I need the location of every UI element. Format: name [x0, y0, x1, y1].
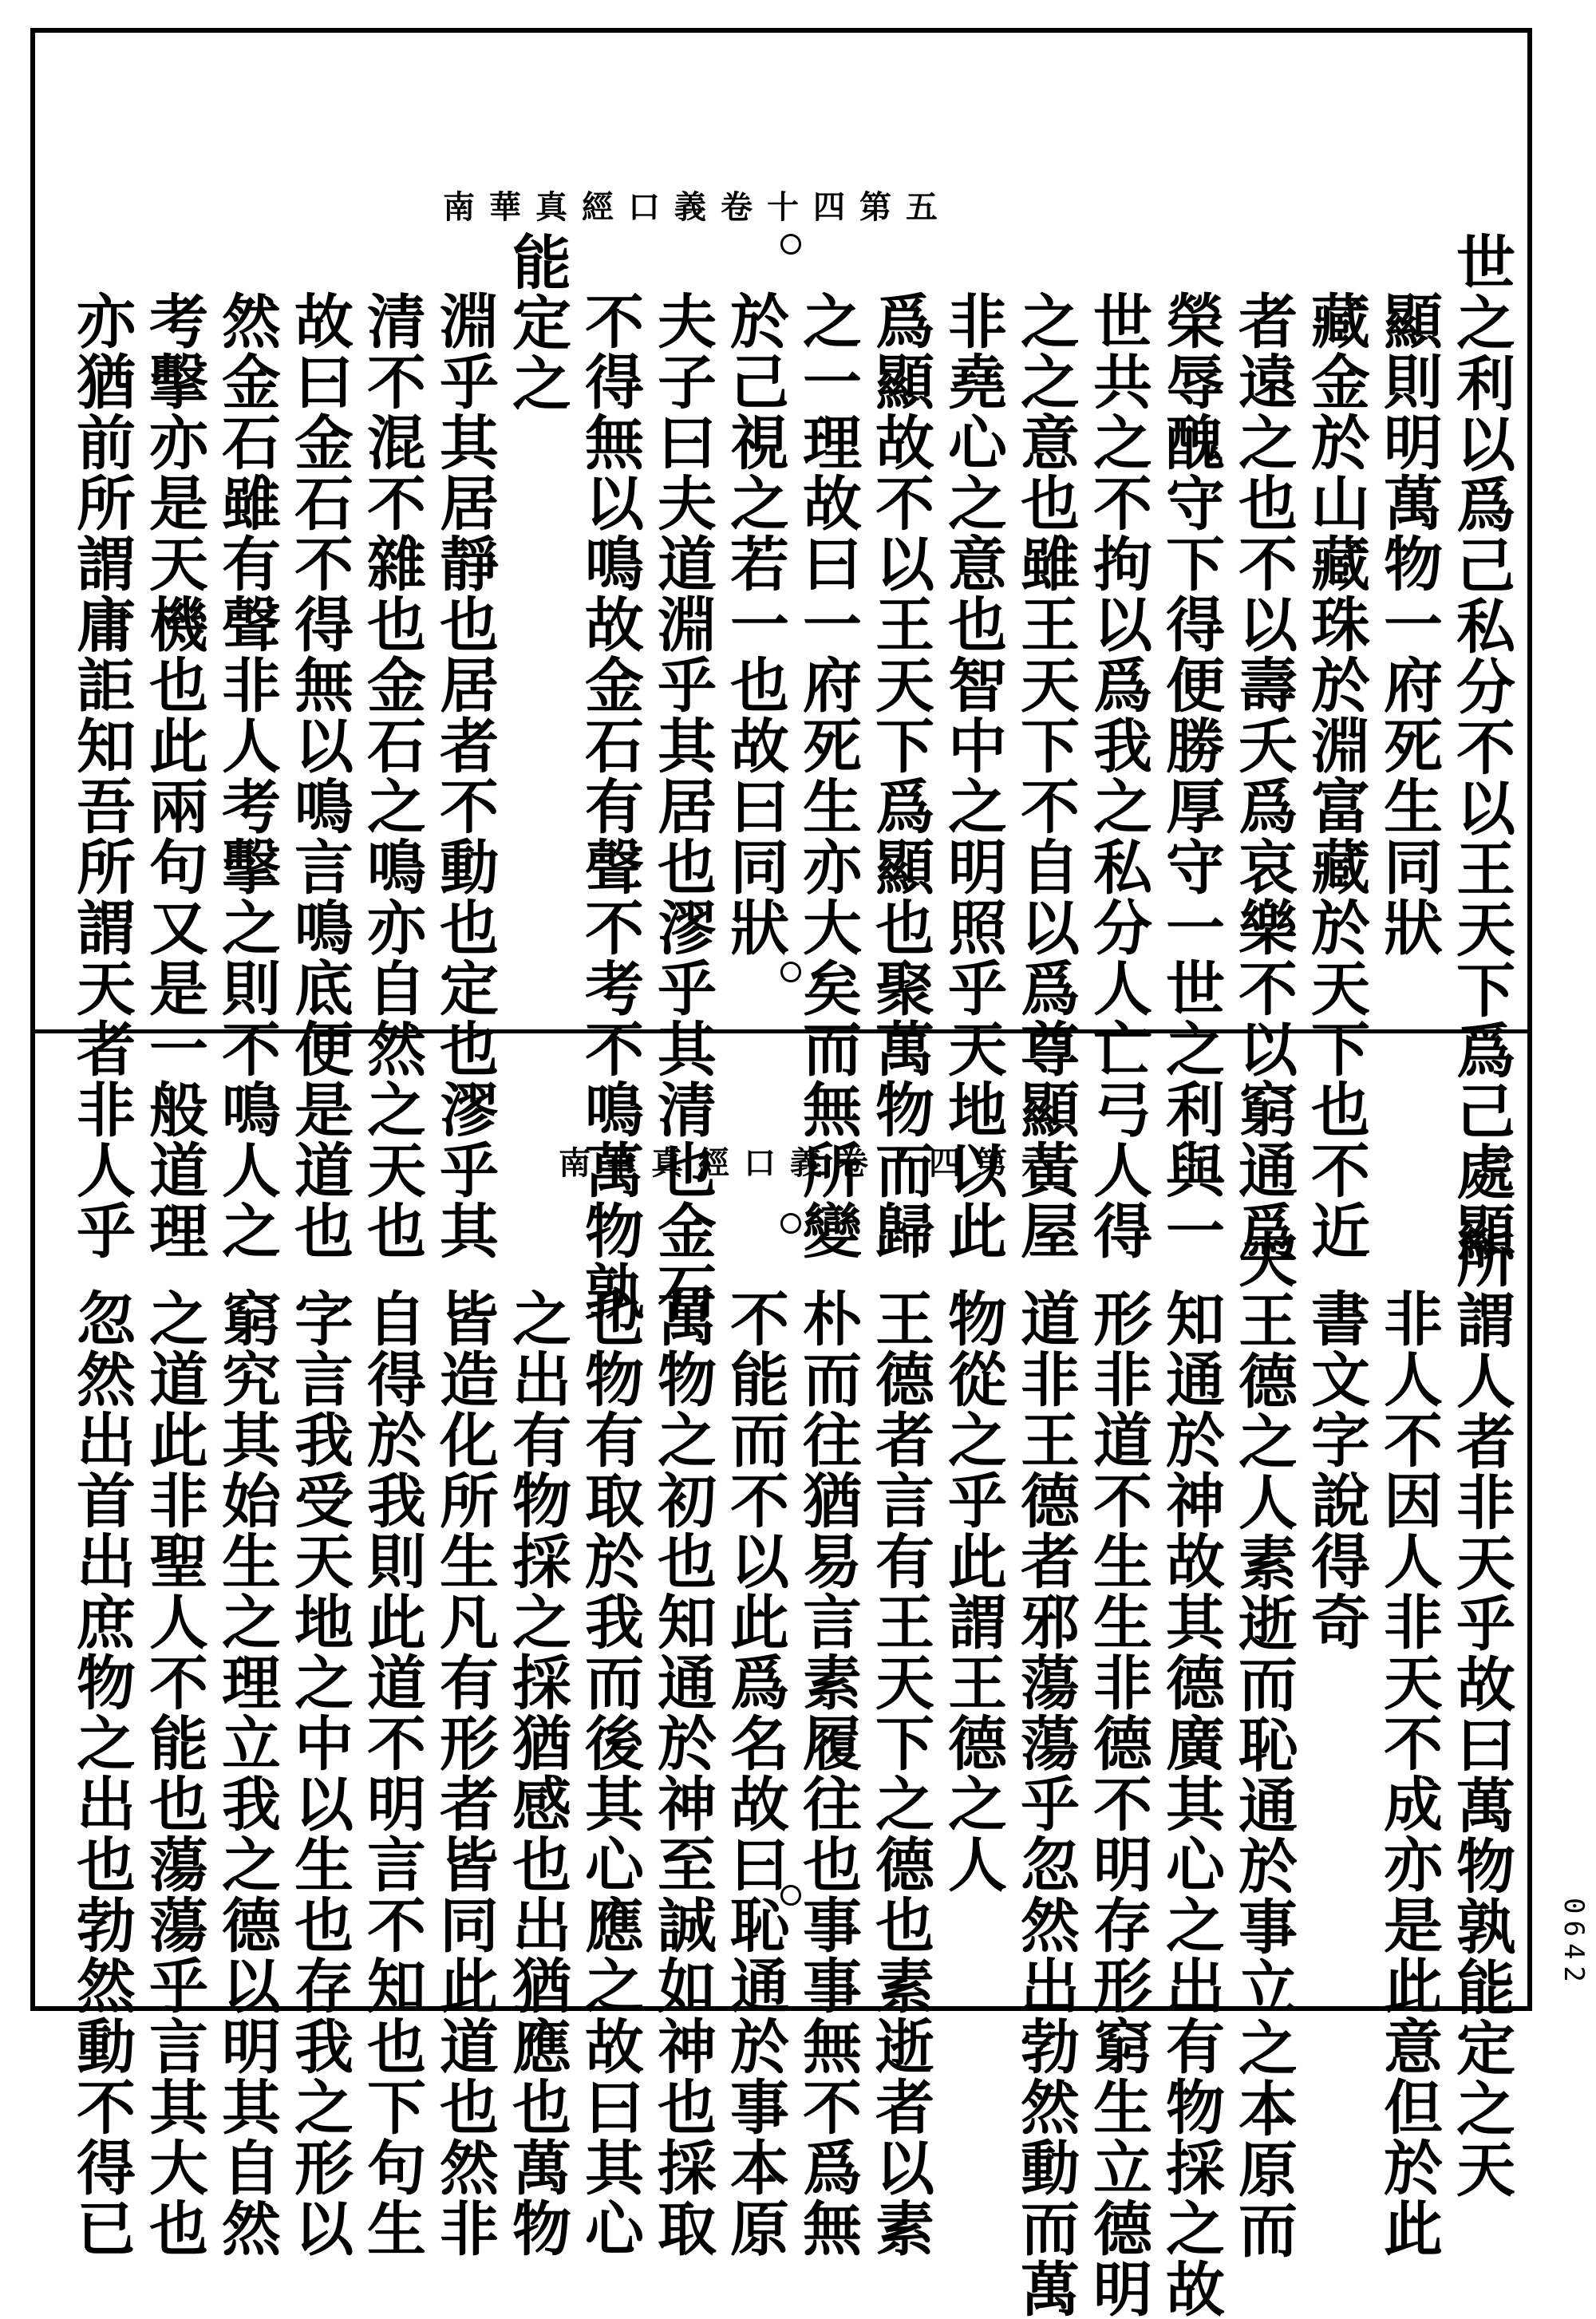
text-column: 王德者言有王天下之德也素逝者以素 — [866, 1288, 934, 2258]
page-number: 0642 — [1558, 1898, 1590, 1989]
text-column: 然金石雖有聲非人考擊之則不鳴人之 — [212, 290, 281, 1261]
circle-mark — [780, 1885, 801, 1906]
circle-mark — [780, 234, 801, 255]
text-column: 也物有取於我而後其心應之故曰其心 — [575, 1288, 644, 2258]
top-page-header: 南華真經口義卷十四第五 — [443, 188, 952, 226]
text-column: 之道此非聖人不能也蕩蕩乎言其大也 — [140, 1288, 208, 2258]
text-column: 者遠之也不以壽夭爲哀樂不以窮通爲 — [1229, 290, 1298, 1261]
text-column: 爲顯故不以王天下爲顯也聚萬物而歸 — [866, 290, 934, 1261]
text-column: 不得無以鳴故金石有聲不考不鳴萬物孰 — [575, 290, 644, 1321]
text-column: 形非道不生生非德不明存形窮生立德明 — [1084, 1288, 1152, 2319]
text-column: 淵乎其居靜也居者不動也定也漻乎其 — [430, 290, 499, 1261]
text-column: 能定之 — [503, 231, 571, 413]
text-column: 所謂人者非天乎故曰萬物孰能定之天 — [1447, 1229, 1515, 2199]
text-column: 不能而不以此爲名故曰恥通於事本原 — [721, 1288, 789, 2258]
text-column: 於己視之若一也故曰同狀 — [721, 290, 789, 958]
text-column: 榮辱醜守下得便勝厚守一世之利與一 — [1156, 290, 1225, 1261]
text-column: 之出有物採之採猶感也出猶應也萬物 — [503, 1288, 571, 2258]
text-column: 之一理故曰一府死生亦大矣而無所變 — [793, 290, 862, 1261]
text-column: 之之意也雖王天下不自以爲尊顯黃屋 — [1011, 290, 1080, 1261]
text-column: 考擊亦是天機也此兩句又是一般道理 — [140, 290, 208, 1261]
text-column: 書文字說得奇 — [1302, 1288, 1370, 1652]
text-column: 亦猶前所謂庸詎知吾所謂天者非人乎 — [67, 290, 136, 1261]
text-column: 忽然出首出庶物之出也勃然動不得已 — [67, 1288, 136, 2258]
circle-mark — [780, 1213, 801, 1234]
text-column: 夫子曰夫道淵乎其居也漻乎其清也金石 — [648, 290, 717, 1321]
text-column: 道非王德者邪蕩蕩乎忽然出勃然動而萬 — [1011, 1288, 1080, 2319]
bottom-page-text — [48, 1229, 1516, 2319]
text-column: 皆造化所生凡有形者皆同此道也然非 — [430, 1288, 499, 2258]
text-column: 非堯心之意也智中之明照乎天地以此 — [938, 290, 1007, 1261]
text-column: 朴而往猶易言素履往也事事無不爲無 — [793, 1288, 862, 2258]
text-column: 知通於神故其德廣其心之出有物採之故 — [1156, 1288, 1225, 2319]
circle-mark — [780, 962, 801, 982]
text-column: 非人不因人非天不成亦是此意但於此 — [1374, 1288, 1443, 2258]
text-column: 藏金於山藏珠於淵富藏於天下也不近 — [1302, 290, 1370, 1261]
text-column: 夫王德之人素逝而恥通於事立之本原而 — [1229, 1229, 1298, 2260]
text-column: 故曰金石不得無以鳴言鳴底便是道也 — [285, 290, 354, 1261]
text-column: 自得於我則此道不明言不知也下句生 — [358, 1288, 426, 2258]
text-column: 世共之不拘以爲我之私分人亡弓人得 — [1084, 290, 1152, 1261]
text-column: 字言我受天地之中以生也存我之形以 — [285, 1288, 354, 2258]
text-column: 萬物之初也知通於神至誠如神也採取 — [648, 1288, 717, 2258]
text-column: 窮究其始生之理立我之德以明其自然 — [212, 1288, 281, 2258]
text-column: 清不混不雜也金石之鳴亦自然之天也 — [358, 290, 426, 1261]
text-column: 物從之乎此謂王德之人 — [938, 1288, 1007, 1894]
text-column: 世之利以爲己私分不以王天下爲己處顯 — [1447, 231, 1515, 1262]
bottom-page-header: 南華真經口義卷十四第六 — [559, 1144, 1068, 1182]
text-column: 顯則明萬物一府死生同狀 — [1374, 290, 1443, 958]
